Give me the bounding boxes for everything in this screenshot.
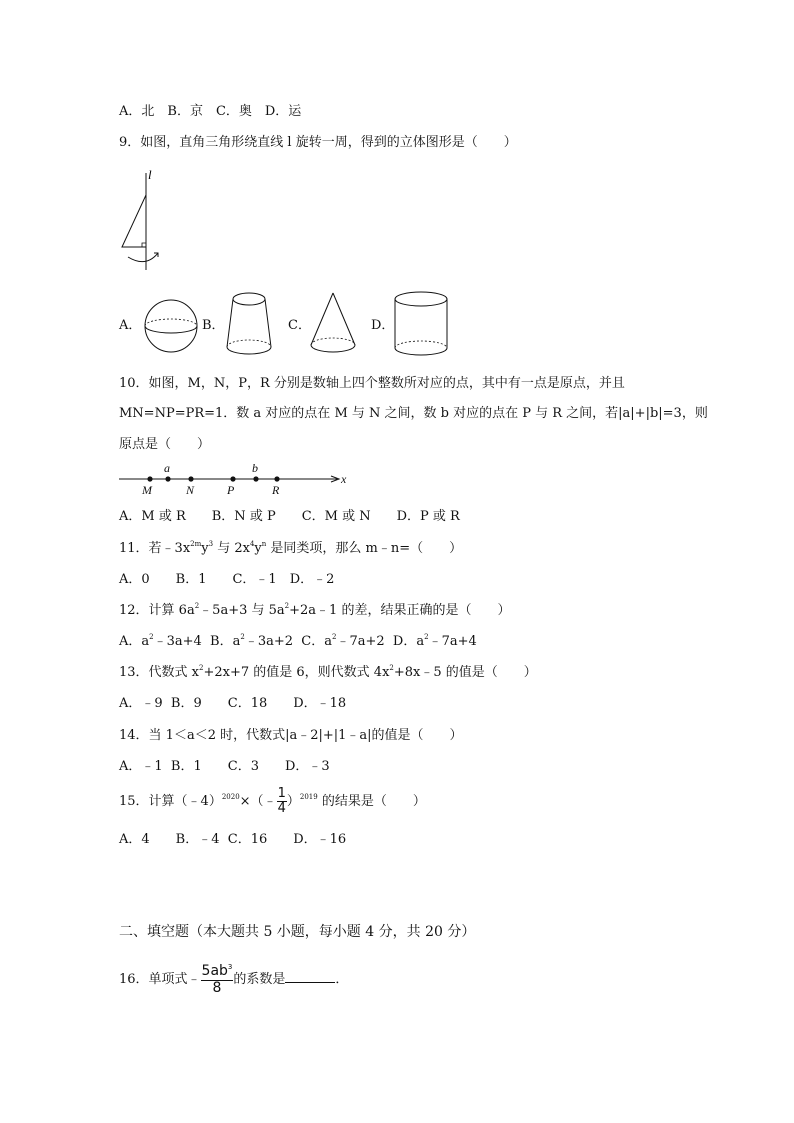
frustum-icon (224, 290, 274, 356)
q12-stem: 12．计算 $6a^2﹣5a+3$ 与 $5a^2+2a﹣1$ 的差，结果正确的是（ ） (119, 602, 511, 618)
q14-options: A．﹣1 B．1 C．3 D．﹣3 (119, 759, 330, 774)
label-M: M (142, 483, 152, 497)
q16-fraction: $\frac{5ab^3}{8}$ (201, 963, 233, 996)
sphere-icon (143, 298, 199, 354)
q9-axis-label: l (148, 167, 152, 182)
label-P: P (227, 483, 235, 497)
label-x: x (341, 472, 347, 486)
q10-options: A．M 或 R B．N 或 P C．M 或 N D．P 或 R (119, 509, 460, 524)
q9-stem: 9．如图，直角三角形绕直线 l 旋转一周，得到的立体图形是（ ） (119, 135, 517, 150)
q16-stem: 16．单项式﹣ $\frac{5ab^3}{8}$ 的系数是 ． (119, 963, 349, 996)
q11-stem: 11．若$﹣3x^{2m}y^3$ 与 $2x^4y^n$ 是同类项，那么 m﹣n=（ ） (119, 540, 463, 556)
label-a: a (164, 461, 170, 475)
cone-icon (308, 291, 358, 355)
q10-stem-line3: 原点是（ ） (119, 437, 211, 452)
q15-fraction: $\frac{1}{4}$ (277, 786, 286, 816)
q9-option-a: A． (119, 318, 142, 333)
q10-number-line (119, 458, 359, 498)
q15-stem: 15．计算（﹣4）$^{2020}$×（﹣ $\frac{1}{4}$ ）$^{2019}$ 的结果是（ ） (119, 786, 426, 816)
section-2-heading: 二、填空题（本大题共 5 小题，每小题 4 分，共 20 分） (119, 924, 476, 940)
q10-stem-line2: MN=NP=PR=1．数 a 对应的点在 M 与 N 之间，数 b 对应的点在 P 与 R 之间，若|a|+|b|=3，则 (119, 406, 708, 421)
q11-options: A．0 B．1 C．﹣1 D．﹣2 (119, 572, 335, 587)
q15-options: A．4 B．﹣4 C．16 D．﹣16 (119, 832, 347, 847)
label-N: N (186, 483, 195, 497)
label-R: R (272, 483, 280, 497)
q13-stem: 13．代数式 $x^2+2x+7$ 的值是 6，则代数式 $4x^2+8x﹣5$ 的值是（ ） (119, 664, 537, 680)
q12-options: A．$a^2﹣3a+4$ B．$a^2﹣3a+2$ C．$a^2﹣7a+2$ D．$a^2﹣7a+4$ (119, 633, 477, 649)
q13-options: A．﹣9 B．9 C．18 D．﹣18 (119, 696, 347, 711)
q8-options: A．北 B．京 C．奥 D．运 (119, 104, 302, 119)
label-b: b (252, 461, 258, 475)
q9-triangle-figure (110, 165, 170, 275)
q9-option-b: B． (202, 318, 225, 333)
q10-stem-line1: 10．如图，M，N，P，R 分别是数轴上四个整数所对应的点，其中有一点是原点，并且 (119, 376, 625, 391)
q16-answer-blank[interactable] (285, 968, 335, 983)
q9-option-d: D． (371, 318, 395, 333)
q9-option-c: C． (288, 318, 311, 333)
cylinder-icon (393, 290, 449, 358)
q14-stem: 14．当 1＜a＜2 时，代数式|a﹣2|+|1﹣a|的值是（ ） (119, 728, 463, 743)
